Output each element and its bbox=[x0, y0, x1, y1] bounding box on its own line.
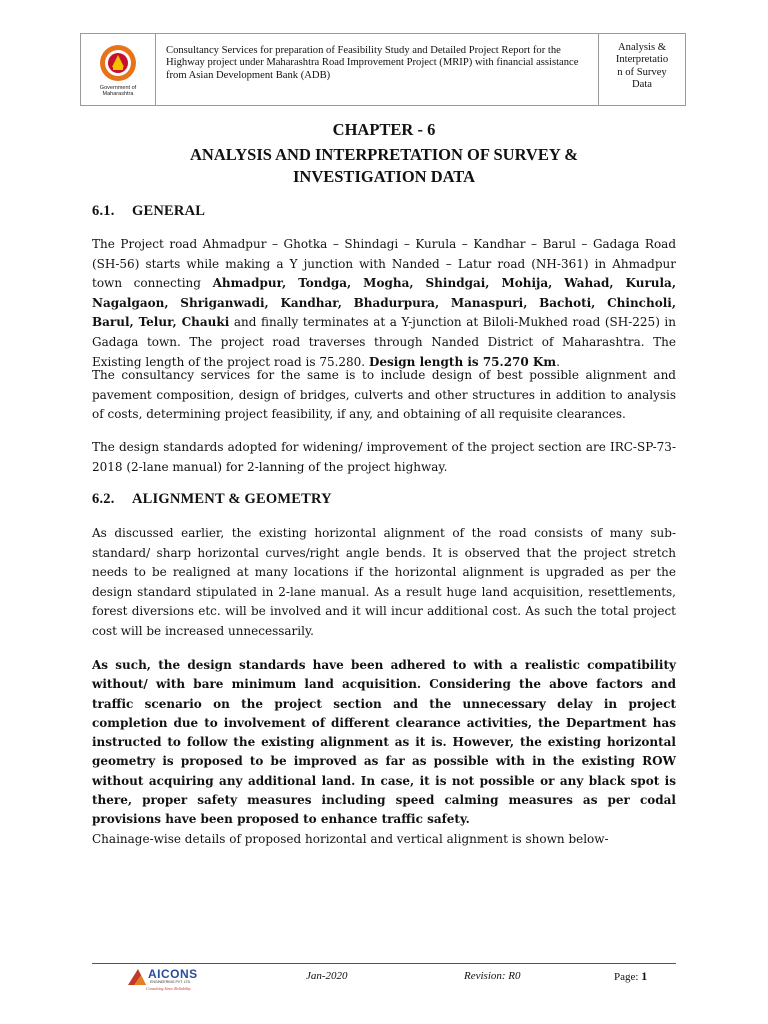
side-label-line-3: n of Survey bbox=[617, 66, 667, 78]
footer-revision: Revision: R0 bbox=[464, 970, 521, 982]
side-label-line-4: Data bbox=[632, 78, 652, 90]
chapter-title-line-2: INVESTIGATION DATA bbox=[293, 167, 475, 186]
section-title: GENERAL bbox=[132, 203, 206, 219]
page-header bbox=[80, 33, 686, 106]
design-length: Design length is 75.270 Km bbox=[368, 354, 557, 369]
logo-caption bbox=[100, 85, 136, 97]
section-number: 6.2. bbox=[92, 491, 115, 507]
section-title: ALIGNMENT & GEOMETRY bbox=[132, 491, 332, 507]
side-label-line-2: Interpretatio bbox=[615, 54, 669, 66]
paragraph-design-adherence: As such, the design standards have been adhered to with a realistic compatibility without/ with bare minimum land acquisition. Considering the above factors and traffic scenario on the project section and the unnecessary delay in project completion due to involvement of different clearance activities, the Department has instructed to follow the existing alignment as it is. However, the existing horizontal geometry is proposed to be improved as far as possible with in the existing ROW without acquiring any additional land. In case, it is not possible or any black spot is there, proper safety measures including speed calming measures as per codal provisions have been proposed to enhance traffic safety. bbox=[92, 658, 676, 827]
footer-date: Jan-2020 bbox=[306, 970, 348, 982]
logo-caption-line-2: Maharashtra bbox=[102, 90, 134, 97]
chapter-number: CHAPTER - 6 bbox=[332, 120, 436, 139]
section-heading-general bbox=[92, 203, 205, 220]
chapter-side-label bbox=[599, 34, 685, 105]
places-list: Ahmadpur, Tondga, Mogha, Shindgai, Mohija, Wahad, Kurula, Nagalgaon, Shriganwadi, Kandhar, Bhadurpura, Manaspuri, Bachoti, Chincholi, Barul, Telur, Chauki bbox=[92, 276, 676, 330]
logo-caption-line-1: Government of bbox=[99, 84, 137, 91]
side-label-line-1: Analysis & bbox=[618, 42, 666, 53]
footer-brand: AICONS bbox=[148, 967, 198, 981]
page-number: 1 bbox=[641, 969, 648, 983]
maharashtra-emblem-icon bbox=[98, 43, 138, 83]
paragraph-existing-alignment: As discussed earlier, the existing horizontal alignment of the road consists of many sub-standard/ sharp horizontal curves/right angle bends. It is observed that the project stretch needs to be realigned at many locations if the horizontal alignment is upgraded as per the design standard stipulated in 2-lane manual. As a result huge land acquisition, resettlements, forest diversions etc. will be involved and it will incur additional cost. As such the total project cost will be increased unnecessarily. bbox=[92, 526, 676, 638]
footer-page bbox=[614, 969, 647, 984]
section-heading-alignment bbox=[92, 491, 332, 508]
footer-divider bbox=[92, 963, 676, 964]
chapter-title-line-1: ANALYSIS AND INTERPRETATION OF SURVEY & bbox=[190, 145, 578, 164]
footer-brand-sub: ENGINEERING PVT. LTD. bbox=[150, 980, 192, 984]
paragraph-consultancy-scope: The consultancy services for the same is to include design of best possible alignment and pavement composition, design of bridges, culverts and other structures in addition to analysis of costs, determining project feasibility, if any, and obtaining of all requisite clearances. bbox=[92, 368, 676, 422]
footer-tagline: Consulting Since Reliability bbox=[146, 986, 191, 991]
government-logo-cell bbox=[81, 34, 156, 105]
sentence-end: . bbox=[556, 354, 560, 369]
project-description: Consultancy Services for preparation of Feasibility Study and Detailed Project Report for the Highway project under Maharashtra Road Improvement Project (MRIP) with financial assistance from Asian Development Bank (ADB) bbox=[156, 34, 599, 105]
page-label: Page: bbox=[614, 971, 642, 983]
paragraph-project-road bbox=[92, 235, 676, 372]
paragraph-chainage-details: Chainage-wise details of proposed horizontal and vertical alignment is shown below- bbox=[92, 832, 609, 846]
paragraph-design-standards: The design standards adopted for widening/ improvement of the project section are IRC-SP-73-2018 (2-lane manual) for 2-lanning of the project highway. bbox=[92, 440, 676, 474]
project-road-text: The Project road Ahmadpur – Ghotka – Shindagi – Kurula – Kandhar – Barul – Gadaga Road (SH-56) starts while making a Y junction with Nanded – Latur road (NH-361) in Ahmadpur town connecting bbox=[92, 237, 676, 291]
project-road-text-cont: and finally terminates at a Y-junction at Biloli-Mukhed road (SH-225) in Gadaga town. The project road traverses through Nanded District of Maharashtra. The Existing length of the project road is 75.280. bbox=[92, 315, 676, 369]
section-number: 6.1. bbox=[92, 203, 115, 219]
